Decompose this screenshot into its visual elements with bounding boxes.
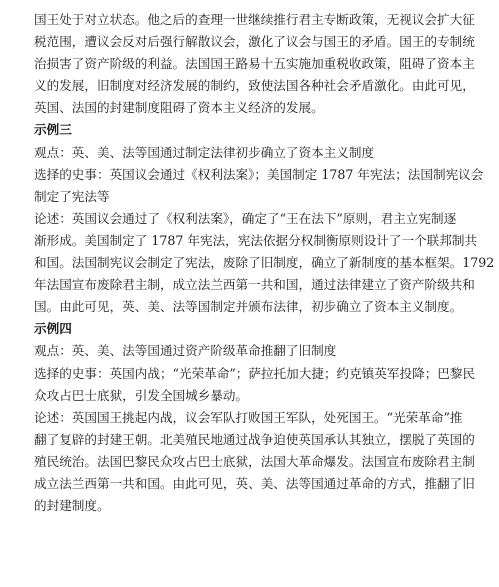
document-page [34, 9, 495, 517]
text-line: 国。由此可见，英、美、法等国制定并颁布法律，初步确立了资本主义制度。 [34, 299, 463, 315]
text-line: 渐形成。美国制定了 1787 年宪法，宪法依据分权制衡原则设计了一个联邦制共 [34, 232, 478, 248]
text-line: 年法国宣布废除君主制，成立法兰西第一共和国，通过法律建立了资产阶级共和 [34, 277, 475, 293]
text-line: 和国。法国制宪议会制定了宪法，废除了旧制度，确立了新制度的基本框架。1792 [34, 255, 495, 271]
text-line: 英国、法国的封建制度阻碍了资本主义经济的发展。 [34, 100, 324, 116]
text-line: 殖民统治。法国巴黎民众攻占巴士底狱，法国大革命爆发。法国宣布废除君主制 [34, 453, 475, 469]
text-line: 治损害了资产阶级的利益。法国国王路易十五实施加重税收政策，阻碍了资本主 [34, 56, 475, 72]
viewpoint-line: 观点：英、美、法等国通过资产阶级革命推翻了旧制度 [34, 343, 337, 359]
text-line: 众攻占巴士底狱，引发全国城乡暴动。 [34, 387, 249, 403]
text-line: 选择的史事：英国议会通过《权利法案》；美国制定 1787 年宪法；法国制宪议会 [34, 166, 484, 182]
text-line: 义的发展，旧制度对经济发展的制约，致使法国各种社会矛盾激化。由此可见， [34, 78, 475, 94]
example-three-heading: 示例三 [34, 122, 72, 138]
text-line: 国王处于对立状态。他之后的查理一世继续推行君主专断政策，无视议会扩大征 [34, 12, 475, 27]
text-line: 成立法兰西第一共和国。由此可见，英、美、法等国通过革命的方式，推翻了旧 [34, 475, 475, 491]
text-line: 选择的史事：英国内战；“光荣革命”；萨拉托加大捷；约克镇英军投降；巴黎民 [34, 365, 476, 381]
text-line: 制定了宪法等 [34, 188, 110, 204]
text-line: 论述：英国议会通过了《权利法案》，确定了“王在法下”原则，君主立宪制逐 [34, 210, 457, 226]
text-line: 翻了复辟的封建王朝。北美殖民地通过战争迫使英国承认其独立，摆脱了英国的 [34, 431, 475, 447]
text-line: 论述：英国国王挑起内战，议会军队打败国王军队，处死国王。“光荣革命”推 [34, 409, 463, 425]
viewpoint-line: 观点：英、美、法等国通过制定法律初步确立了资本主义制度 [34, 144, 375, 160]
text-line: 税范围，遭议会反对后强行解散议会，激化了议会与国王的矛盾。国王的专制统 [34, 34, 475, 50]
text-line: 的封建制度。 [34, 498, 110, 514]
example-four-heading: 示例四 [34, 321, 72, 337]
